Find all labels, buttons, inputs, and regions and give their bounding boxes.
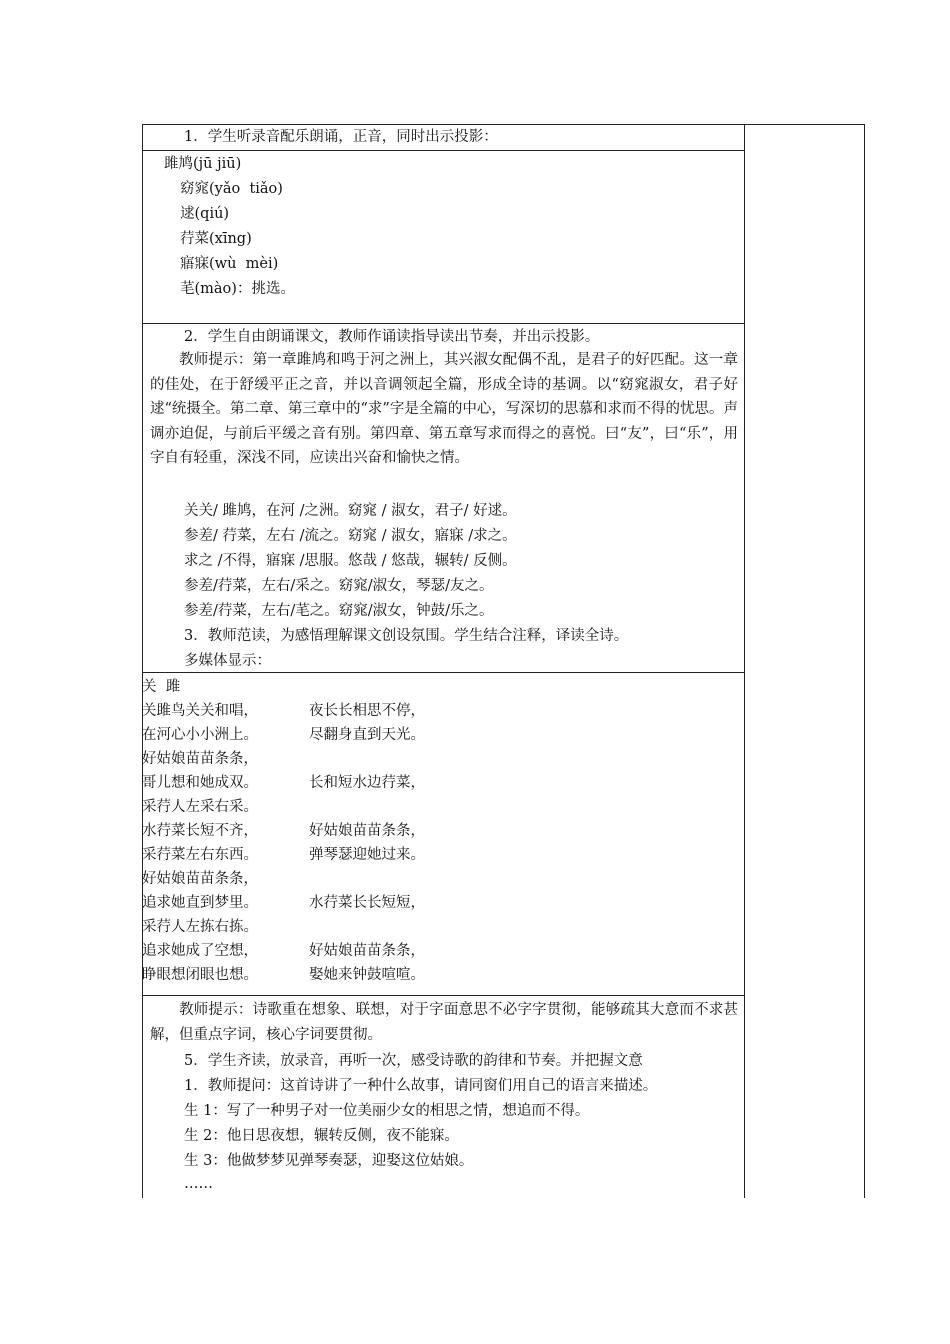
table-right-border [864, 124, 865, 1198]
pinyin-item: 寤寐(wù mèi) [180, 256, 279, 272]
poem-left-line: 在河心小小洲上。 [142, 727, 258, 743]
ellipsis: …… [184, 1176, 213, 1192]
row-divider [142, 672, 745, 673]
poem-right-line: 夜长长相思不停， [309, 703, 425, 719]
poem-left-line: 追求她成了空想， [142, 943, 258, 959]
poem-left-line: 哥儿想和她成双。 [142, 775, 258, 791]
student-answer: 生 1：写了一种男子对一位美丽少女的相思之情，想追而不得。 [184, 1103, 590, 1119]
rhythm-line: 参差/荇菜，左右/采之。窈窕/淑女，琴瑟/友之。 [184, 578, 494, 594]
poem-left-line: 好姑娘苗苗条条， [142, 871, 258, 887]
media-label: 多媒体显示： [184, 653, 271, 669]
poem-right-line: 长和短水边荇菜， [309, 775, 425, 791]
column-divider [744, 124, 745, 1198]
step1-heading: 1．学生听录音配乐朗诵，正音，同时出示投影： [184, 129, 498, 145]
poem-right-line: 尽翻身直到天光。 [309, 727, 425, 743]
rhythm-line: 参差/荇菜，左右/芼之。窈窕/淑女，钟鼓/乐之。 [184, 603, 494, 619]
teacher-tip-paragraph: 教师提示：第一章雎鸠和鸣于河之洲上，其兴淑女配偶不乱，是君子的好匹配。这一章的佳处，在于舒缓平正之音，并以音调领起全篇，形成全诗的基调。以“窈窕淑女，君子好逑“统摄全。第二章、第三章中的“求”字是全篇的中心，写深切的思慕和求而不得的忧思。声调亦迫促，与前后平缓之音有别。第四章、第五章写求而得之的喜悦。曰“友”，曰“乐”，用字自有轻重，深浅不同，应读出兴奋和愉快之情。 [150, 352, 738, 467]
poem-left-line: 采荇人左拣右拣。 [142, 919, 258, 935]
poem-right-line: 娶她来钟鼓喧喧。 [309, 967, 425, 983]
poem-right-line: 好姑娘苗苗条条， [309, 823, 425, 839]
poem-left-line: 睁眼想闭眼也想。 [142, 967, 258, 983]
step5-text: 5．学生齐读，放录音，再听一次，感受诗歌的韵律和节奏。并把握文意 [184, 1053, 643, 1069]
pinyin-item: 荇菜(xīng) [180, 231, 252, 247]
student-answer: 生 3：他做梦梦见弹琴奏瑟，迎娶这位姑娘。 [184, 1153, 474, 1169]
poem-left-line: 水荇菜长短不齐， [142, 823, 258, 839]
teacher-question: 1．教师提问：这首诗讲了一种什么故事，请同窗们用自己的语言来描述。 [184, 1078, 658, 1094]
poem-title: 关 雎 [142, 679, 181, 695]
rhythm-line: 关关/ 雎鸠，在河 /之洲。窈窕 / 淑女，君子/ 好逑。 [184, 503, 517, 519]
pinyin-item: 窈窕(yǎo tiǎo) [180, 181, 283, 197]
poem-right-line: 水荇菜长长短短， [309, 895, 425, 911]
row-divider [142, 995, 745, 996]
pinyin-item: 雎鸠(jū jiū) [164, 156, 242, 172]
step2-heading: 2．学生自由朗诵课文，教师作诵读指导读出节奏，并出示投影。 [184, 329, 600, 345]
poem-left-line: 好姑娘苗苗条条， [142, 751, 258, 767]
poem-right-line: 弹琴瑟迎她过来。 [309, 847, 425, 863]
poem-left-line: 采荇人左采右采。 [142, 799, 258, 815]
rhythm-line: 求之 /不得，寤寐 /思服。悠哉 / 悠哉，辗转/ 反侧。 [184, 553, 517, 569]
student-answer: 生 2：他日思夜想，辗转反侧，夜不能寐。 [184, 1128, 459, 1144]
poem-left-line: 追求她直到梦里。 [142, 895, 258, 911]
pinyin-item: 芼(mào)：挑选。 [180, 281, 295, 297]
rhythm-line: 参差/ 荇菜，左右 /流之。窈窕 / 淑女，寤寐 /求之。 [184, 528, 517, 544]
pinyin-item: 逑(qiú) [180, 206, 230, 222]
poem-left-line: 关雎鸟关关和唱， [142, 703, 258, 719]
poem-left-line: 采荇菜左右东西。 [142, 847, 258, 863]
teacher-tip-paragraph-2: 教师提示：诗歌重在想象、联想，对于字面意思不必字字贯彻，能够疏其大意而不求甚解，但重点字词，核心字词要贯彻。 [150, 1002, 738, 1043]
step3-text: 3．教师范读，为感悟理解课文创设氛围。学生结合注释，译读全诗。 [184, 628, 629, 644]
row-divider [142, 323, 745, 324]
row-divider [142, 150, 745, 151]
poem-right-line: 好姑娘苗苗条条， [309, 943, 425, 959]
